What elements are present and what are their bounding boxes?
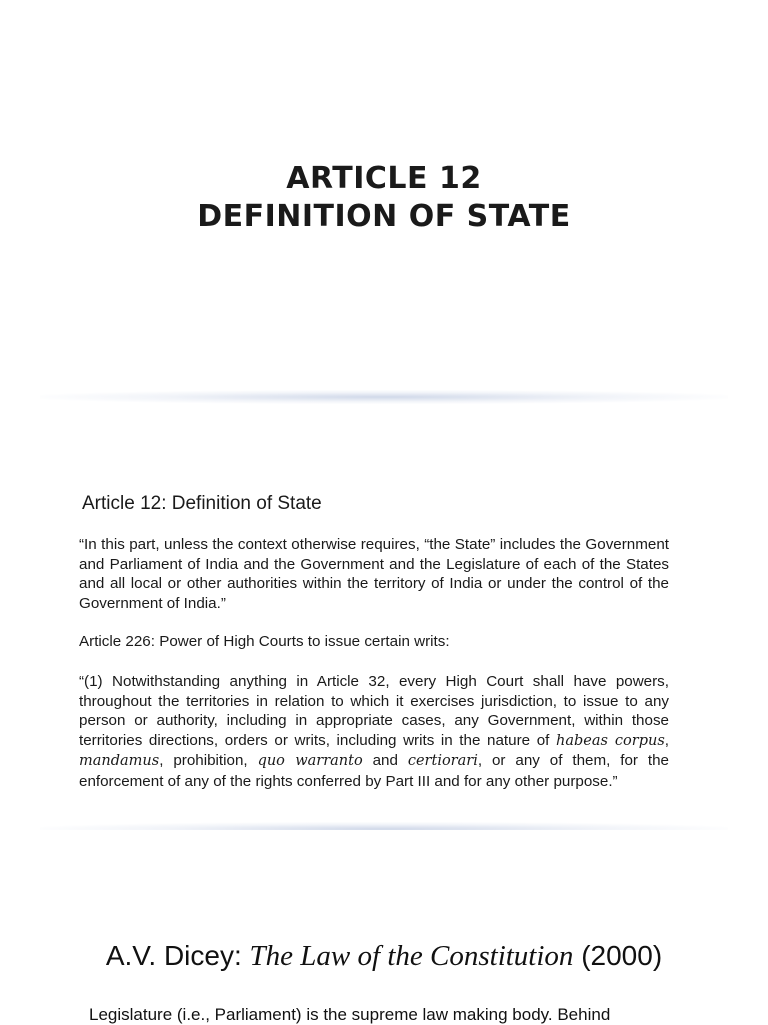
writ-quo-warranto: quo warranto xyxy=(257,753,363,770)
article-226-text-mid: , prohibition, xyxy=(159,752,248,770)
article-226-text xyxy=(79,672,669,792)
dicey-heading xyxy=(0,940,768,973)
article-226-text-part1: “(1) Notwithstanding anything in Article 32, every High Court shall have powers, throughout the territories in relation to which it exercises jurisdiction, to issue to any person or authority, including in appropriate cases, any Government, within those territories directions, orders or writs, including writs in the nature of xyxy=(79,673,669,749)
article-226-text-part2: , or any of them, for the enforcement of any of the rights conferred by Part III and for any other purpose.” xyxy=(79,752,669,790)
dicey-book-title: The Law of the Constitution xyxy=(249,940,574,972)
writ-mandamus: mandamus xyxy=(79,753,160,770)
writ-separator: , xyxy=(664,731,669,749)
dicey-body-text: Legislature (i.e., Parliament) is the supreme law making body. Behind xyxy=(89,1005,611,1024)
writ-certiorari: certiorari xyxy=(407,753,478,770)
article-226-heading: Article 226: Power of High Courts to issue certain writs: xyxy=(79,633,450,650)
title-line-definition: DEFINITION OF STATE xyxy=(197,199,571,234)
title-slide xyxy=(0,0,768,410)
dicey-year: (2000) xyxy=(581,940,663,971)
writ-habeas-corpus: habeas corpus xyxy=(555,732,665,749)
slide-title xyxy=(0,160,768,236)
article-226-text-and: and xyxy=(372,752,398,770)
article-12-heading: Article 12: Definition of State xyxy=(82,493,322,514)
title-line-article: ARTICLE 12 xyxy=(286,161,482,196)
dicey-author: A.V. Dicey: xyxy=(105,940,242,971)
dicey-slide xyxy=(0,830,768,1024)
slide-divider xyxy=(40,390,728,404)
article-12-definition: “In this part, unless the context otherwise requires, “the State” includes the Government and Parliament of India and the Government and the Legislature of each of the States and all local or other authorities within the territory of India or under the control of the Government of India.” xyxy=(79,536,669,612)
